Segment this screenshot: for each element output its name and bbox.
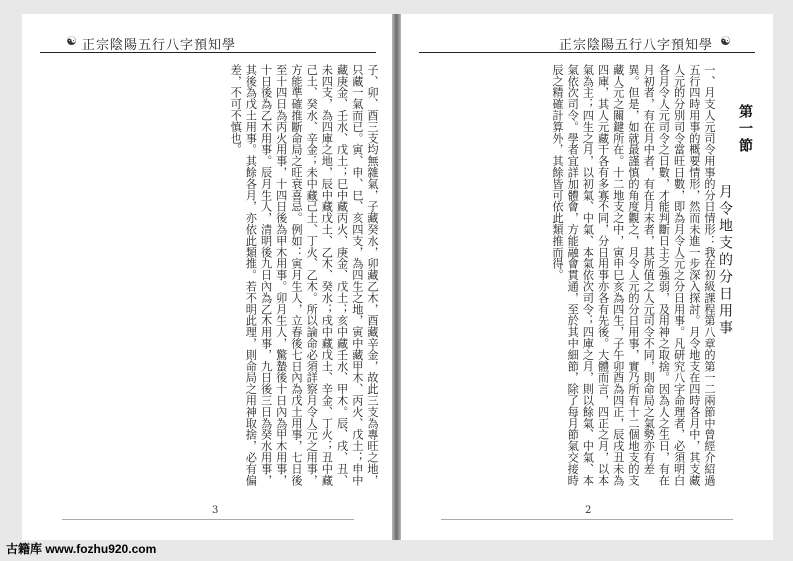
header-title: 正宗陰陽五行八字預知學 <box>82 38 237 53</box>
body-text: 子、卯、酉三支均無雜氣，子藏癸水，卯藏乙木，酉藏辛金，故此三支為專旺之地，只藏一氣而已。寅、申、巳、亥四支，為四生之地，寅中藏甲木、丙火、戊土；申中藏庚金、壬水、戊土；巳中藏丙火、庚金、戊土；亥中藏壬水、甲木。辰、戌、丑、未四支，為四庫之地，辰中藏戊土、乙木、癸水；戌中藏戊土、辛金、丁火；丑中藏己土、癸水、辛金；未中藏己土、丁火、乙木。所以論命必須詳察月令人元之用事，方能準確推斷命局之旺衰喜忌。例如：寅月生人，立春後七日內為戊土用事，七日後至十四日為丙火用事，十四日後為甲木用事。卯月生人，驚蟄後十日內為甲木用事，十日後為乙木用事。辰月生人，清明後九日內為乙木用事，九日後三日為癸水用事，其後為戊土用事。其餘各月，亦依此類推。若不明此理，則命局之用神取捨，必有偏差，不可不慎也。 <box>229 64 379 486</box>
page-header <box>40 32 376 53</box>
section-heading <box>731 104 755 155</box>
page-number: 2 <box>585 505 592 516</box>
header-title: 正宗陰陽五行八字預知學 <box>558 38 713 53</box>
footer-rule <box>62 519 354 520</box>
left-page <box>22 14 394 540</box>
section-title-text: 月令地支的分日用事 <box>717 184 733 337</box>
body-text: 一、月支人元司令用事的分日情形：我在初級課程第八章的第一二兩節中曾經介紹過五行四時用事的概要情形，然而未進一步深入探討。月令地支在四時各月中，其支藏人元的分別司令當旺日數，即為月令人元之分日用事。凡研究八字命理者，必須明白各月令人元司令之日數，才能判斷日主之強弱，及用神之取捨。因為人之生日，有在月初者，有在月中者，有在月末者，其所值之人元司令不同，則命局之氣勢亦有差異。但是，如就最謹慎的角度觀之，月令人元的分日用事，實乃所有十二個地支的支藏人元之關鍵所在。十二地支之中，寅申巳亥為四生，子午卯酉為四正，辰戌丑未為四庫，其人元藏干各有多寡不同，分日用事亦各有先後。大體而言，四正之月，以本氣為主；四生之月，以初氣、中氣、本氣依次司令；四庫之月，則以餘氣、中氣、本氣依次司令。學者宜詳加體會，方能融會貫通，至於其中細節，除了每月節氣交接時辰之精確計算外，其餘皆可依此類推而得。 <box>550 64 716 486</box>
right-page <box>401 14 773 540</box>
footer-rule <box>441 519 733 520</box>
page-number: 3 <box>212 505 219 516</box>
yin-yang-icon: ☯ <box>66 34 77 48</box>
page-header <box>419 32 755 53</box>
section-label: 第一節 <box>737 104 753 155</box>
section-title <box>715 184 735 337</box>
yin-yang-icon: ☯ <box>720 34 731 48</box>
book-gutter <box>392 14 401 540</box>
site-watermark: 古籍库 www.fozhu920.com <box>6 542 157 556</box>
